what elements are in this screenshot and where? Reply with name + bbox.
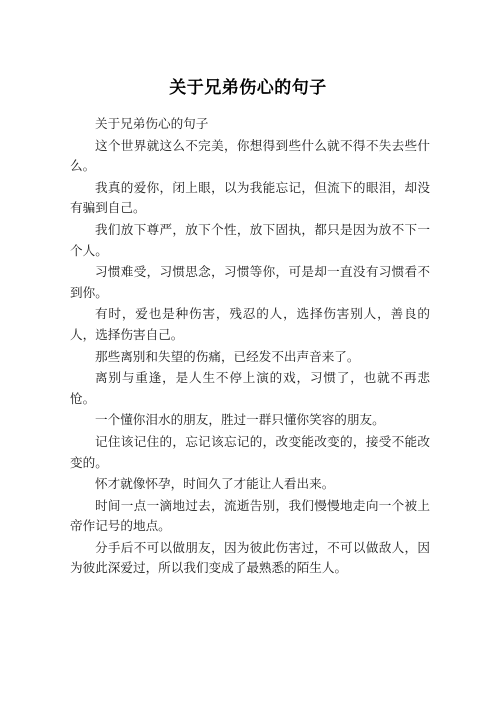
- paragraph: 怀才就像怀孕，时间久了才能让人看出来。: [95, 476, 335, 492]
- paragraph: 我真的爱你，闭上眼，以为我能忘记，但流下的眼泪，却没有骗到自己。: [70, 179, 430, 216]
- paragraph: 习惯难受，习惯思念，习惯等你，可是却一直没有习惯看不到你。: [70, 264, 430, 300]
- paragraph: 分手后不可以做朋友，因为彼此伤害过，不可以做敌人，因为彼此深爱过，所以我们变成了最熟悉的陌生人。: [70, 539, 430, 576]
- document-title: 关于兄弟伤心的句子: [169, 78, 327, 98]
- paragraph: 记住该记住的，忘记该忘记的，改变能改变的，接受不能改变的。: [70, 433, 430, 470]
- paragraph: 时间一点一滴地过去，流逝告别，我们慢慢地走向一个被上帝作记号的地点。: [70, 497, 430, 534]
- paragraph: 这个世界就这么不完美，你想得到些什么就不得不失去些什么。: [70, 137, 430, 174]
- paragraph: 我们放下尊严，放下个性，放下固执，都只是因为放不下一个人。: [70, 221, 430, 258]
- paragraph: 那些离别和失望的伤痛，已经发不出声音来了。: [95, 348, 360, 364]
- paragraph: 离别与重逢，是人生不停上演的戏，习惯了，也就不再悲怆。: [70, 370, 430, 406]
- document-body: [70, 114, 430, 580]
- paragraph: 关于兄弟伤心的句子: [95, 116, 209, 131]
- paragraph: 一个懂你泪水的朋友，胜过一群只懂你笑容的朋友。: [95, 412, 385, 428]
- paragraph: 有时，爱也是种伤害，残忍的人，选择伤害别人，善良的人，选择伤害自己。: [70, 306, 430, 342]
